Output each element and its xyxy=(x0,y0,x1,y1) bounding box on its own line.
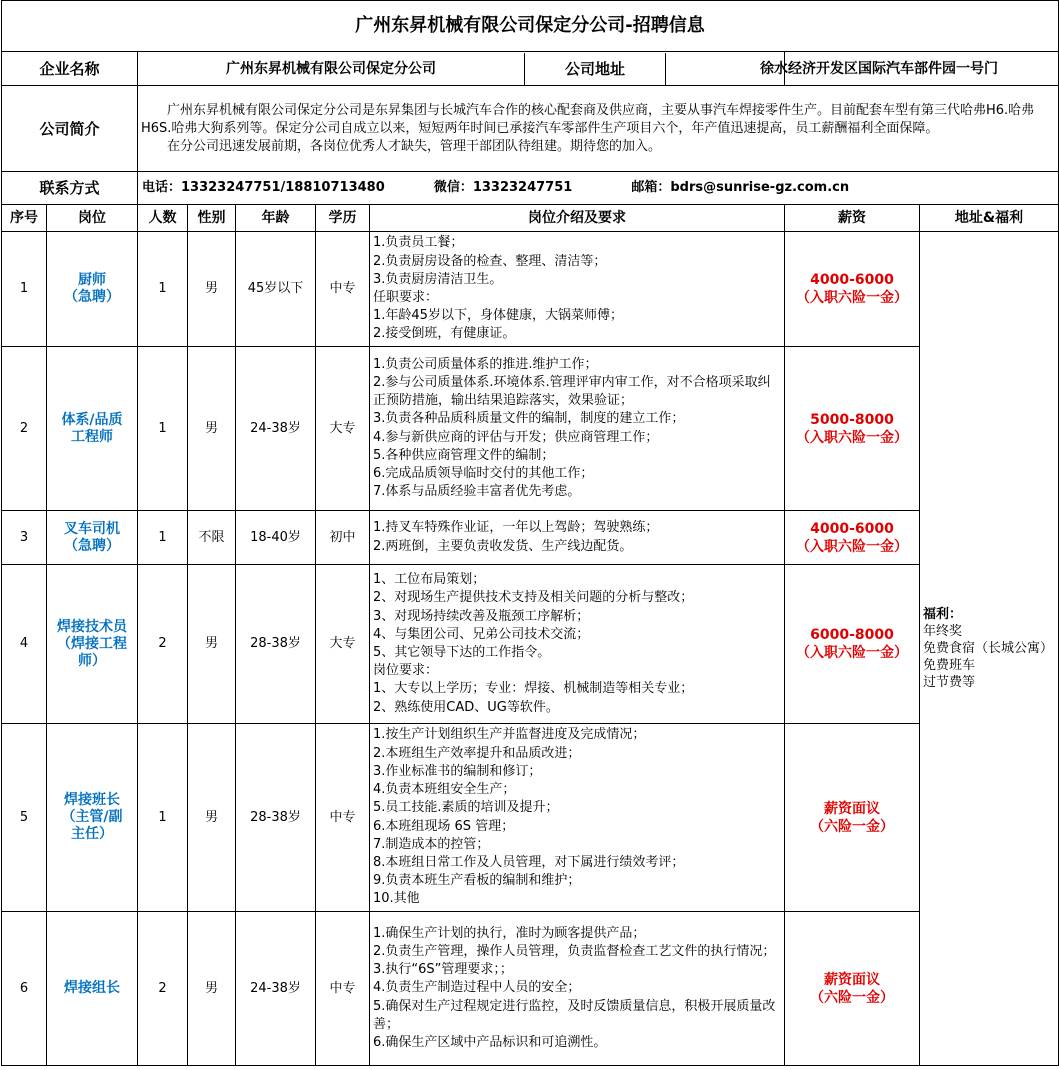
header-benefits: 地址&福利 xyxy=(920,205,1059,232)
job-age: 28-38岁 xyxy=(236,565,316,724)
table-row xyxy=(2,232,1059,347)
job-edu: 初中 xyxy=(316,511,370,565)
job-position-line: （焊接工程 xyxy=(57,635,127,652)
job-position-line: （急聘） xyxy=(64,289,120,305)
job-position xyxy=(47,912,138,1066)
benefit-item: 过节费等 xyxy=(923,675,976,690)
job-age: 24-38岁 xyxy=(236,912,316,1066)
intro-paragraph-1: 广州东昇机械有限公司保定分公司是东昇集团与长城汽车合作的核心配套商及供应商，主要从事汽车焊接零件生产。目前配套车型有第三代哈弗H6.哈弗H6S.哈弗大狗系列等。保定分公司自成立以来，短短两年时间已承接汽车零部件生产项目六个，年产值迅速提高，员工薪酬福利全面保障。 xyxy=(141,102,1035,136)
job-desc-line: 1.确保生产计划的执行，准时为顾客提供产品； xyxy=(373,925,646,941)
job-position-line: 工程师 xyxy=(71,428,113,445)
benefit-item: 免费班车 xyxy=(923,658,976,673)
job-desc-line: 9.负责本班生产看板的编制和维护； xyxy=(373,873,581,889)
intro-label: 公司简介 xyxy=(2,86,138,172)
table-row xyxy=(2,347,1059,511)
job-salary-note: （入职六险一金） xyxy=(796,429,908,446)
job-age: 24-38岁 xyxy=(236,347,316,511)
job-desc-line: 1.年龄45岁以下，身体健康，大锅菜师傅； xyxy=(373,308,623,324)
job-salary xyxy=(785,232,920,347)
job-desc-line: 7.体系与品质经验丰富者优先考虑。 xyxy=(373,484,581,500)
header-salary: 薪资 xyxy=(785,205,920,232)
job-desc-line: 6.完成品质领导临时交付的其他工作； xyxy=(373,465,594,481)
job-count: 1 xyxy=(138,724,188,912)
job-desc-line: 1.负责员工餐； xyxy=(373,235,464,251)
header-gender: 性别 xyxy=(188,205,236,232)
job-no: 6 xyxy=(2,912,47,1066)
job-position-line: 焊接组长 xyxy=(64,980,120,996)
job-no: 1 xyxy=(2,232,47,347)
contact-info xyxy=(138,172,1059,205)
job-gender: 男 xyxy=(188,347,236,511)
job-position-line: 厨师 xyxy=(78,272,106,288)
job-gender: 男 xyxy=(188,232,236,347)
job-position-line: （急聘） xyxy=(64,537,120,554)
job-edu: 中专 xyxy=(316,912,370,1066)
company-name xyxy=(138,52,785,86)
job-desc-line: 6.确保生产区域中产品标识和可追溯性。 xyxy=(373,1035,607,1050)
job-edu: 大专 xyxy=(316,347,370,511)
job-age: 18-40岁 xyxy=(236,511,316,565)
job-salary-range: 薪资面议 xyxy=(824,971,880,988)
job-position xyxy=(47,511,138,565)
company-address: 徐水经济开发区国际汽车部件园一号门 xyxy=(760,61,999,77)
job-count: 1 xyxy=(138,232,188,347)
job-desc-line: 3.作业标准书的编制和修订； xyxy=(373,763,542,779)
job-desc xyxy=(370,511,785,565)
table-row xyxy=(2,724,1059,912)
job-salary-range: 6000-8000 xyxy=(810,627,894,643)
contact-label: 联系方式 xyxy=(2,172,138,205)
job-position-line: 师） xyxy=(78,652,106,669)
job-desc-line: 4、与集团公司、兄弟公司技术交流； xyxy=(373,626,590,642)
contact-wechat: 微信：13323247751 xyxy=(433,180,573,195)
job-salary-note: （入职六险一金） xyxy=(796,290,908,306)
job-salary-range: 薪资面议 xyxy=(824,800,880,817)
job-no: 2 xyxy=(2,347,47,511)
job-desc xyxy=(370,347,785,511)
job-desc-line: 2.负责厨房设备的检查、整理、清洁等； xyxy=(373,253,607,269)
job-desc-line: 5.员工技能.素质的培训及提升； xyxy=(373,800,559,816)
job-count: 2 xyxy=(138,912,188,1066)
job-salary xyxy=(785,511,920,565)
job-desc-line: 2.两班倒，主要负责收发货、生产线边配货。 xyxy=(373,538,633,554)
job-position-line: 叉车司机 xyxy=(64,520,120,537)
job-desc xyxy=(370,232,785,347)
header-age: 年龄 xyxy=(236,205,316,232)
job-position-line: （主管/副 xyxy=(61,809,123,825)
job-salary-note: （入职六险一金） xyxy=(796,645,908,661)
company-intro xyxy=(138,86,1059,172)
job-count: 1 xyxy=(138,511,188,565)
job-desc-line: 4.负责本班组安全生产； xyxy=(373,782,516,798)
job-desc-line: 2.接受倒班，有健康证。 xyxy=(373,326,516,342)
job-desc xyxy=(370,912,785,1066)
job-gender: 男 xyxy=(188,565,236,724)
job-desc-line: 6.本班组现场 6S 管理； xyxy=(373,818,515,834)
job-edu: 中专 xyxy=(316,232,370,347)
header-position: 岗位 xyxy=(47,205,138,232)
job-position xyxy=(47,232,138,347)
job-desc-line: 4.负责生产制造过程中人员的安全； xyxy=(373,980,581,996)
contact-phone: 电话：13323247751/18810713480 xyxy=(142,180,385,195)
job-gender: 不限 xyxy=(188,511,236,565)
job-desc-line: 10.其他 xyxy=(373,891,420,907)
job-position-line: 体系/品质 xyxy=(61,411,123,428)
job-desc-line: 3.负责各种品质科质量文件的编制，制度的建立工作； xyxy=(373,411,685,427)
job-desc-line: 2.本班组生产效率提升和品质改进； xyxy=(373,745,581,761)
job-position-line: 主任） xyxy=(71,826,113,842)
intro-paragraph-2: 在分公司迅速发展前期，各岗位优秀人才缺失，管理干部团队待组建。期待您的加入。 xyxy=(167,138,662,154)
job-no: 5 xyxy=(2,724,47,912)
job-no: 4 xyxy=(2,565,47,724)
job-salary xyxy=(785,565,920,724)
job-age: 45岁以下 xyxy=(236,232,316,347)
job-gender: 男 xyxy=(188,724,236,912)
job-position-line: 焊接技术员 xyxy=(57,618,127,635)
job-salary xyxy=(785,912,920,1066)
table-row xyxy=(2,511,1059,565)
header-edu: 学历 xyxy=(316,205,370,232)
job-salary-note: （六险一金） xyxy=(810,818,894,835)
job-position xyxy=(47,565,138,724)
job-position-line: 焊接班长 xyxy=(64,792,120,808)
job-desc-line: 岗位要求： xyxy=(373,663,439,679)
job-edu: 大专 xyxy=(316,565,370,724)
job-count: 1 xyxy=(138,347,188,511)
benefits-title: 福利： xyxy=(923,607,963,622)
job-age: 28-38岁 xyxy=(236,724,316,912)
header-count: 人数 xyxy=(138,205,188,232)
job-desc-line: 4.参与新供应商的评估与开发；供应商管理工作； xyxy=(373,429,659,445)
job-desc-line: 2、对现场生产提供技术支持及相关问题的分析与整改； xyxy=(373,590,694,606)
job-desc-line: 任职要求： xyxy=(373,290,439,305)
job-no: 3 xyxy=(2,511,47,565)
company-address-cell xyxy=(760,52,1059,86)
header-no: 序号 xyxy=(2,205,47,232)
page-title: 广州东昇机械有限公司保定分公司-招聘信息 xyxy=(2,1,1059,52)
table-row xyxy=(2,912,1059,1066)
job-salary xyxy=(785,347,920,511)
job-desc-line: 3、对现场持续改善及瓶颈工序解析； xyxy=(373,608,590,624)
job-desc-line: 2、熟练使用CAD、UG等软件。 xyxy=(373,699,559,715)
recruitment-table xyxy=(1,0,1059,1066)
header-desc: 岗位介绍及要求 xyxy=(370,205,785,232)
job-desc-line: 1.按生产计划组织生产并监督进度及完成情况； xyxy=(373,727,646,743)
job-desc-line: 1、工位布局策划； xyxy=(373,572,486,588)
company-address-label: 公司地址 xyxy=(524,53,666,85)
job-desc-line: 8.本班组日常工作及人员管理，对下属进行绩效考评； xyxy=(373,854,685,870)
benefit-item: 免费食宿（长城公寓） xyxy=(923,641,1054,656)
job-position xyxy=(47,724,138,912)
job-desc-line: 3.负责厨房清洁卫生。 xyxy=(373,271,503,287)
job-desc-line: 7.制造成本的控管； xyxy=(373,836,490,852)
job-desc-line: 5.确保对生产过程规定进行监控，及时反馈质量信息，积极开展质量改善； xyxy=(373,998,776,1032)
job-desc-line: 2.负责生产管理，操作人员管理，负责监督检查工艺文件的执行情况； xyxy=(373,943,776,959)
job-salary-note: （六险一金） xyxy=(810,989,894,1006)
job-desc-line: 3.执行“6S”管理要求；； xyxy=(373,962,513,978)
company-name-label: 企业名称 xyxy=(2,52,138,86)
job-desc xyxy=(370,565,785,724)
job-salary xyxy=(785,724,920,912)
contact-email: 邮箱：bdrs@sunrise-gz.com.cn xyxy=(631,180,850,195)
job-count: 2 xyxy=(138,565,188,724)
job-edu: 中专 xyxy=(316,724,370,912)
job-desc-line: 5.各种供应商管理文件的编制； xyxy=(373,447,555,463)
company-name-value: 广州东昇机械有限公司保定分公司 xyxy=(226,60,436,77)
job-salary-range: 4000-6000 xyxy=(810,272,894,288)
job-salary-note: （入职六险一金） xyxy=(796,538,908,555)
job-desc xyxy=(370,724,785,912)
job-desc-line: 1.负责公司质量体系的推进.维护工作； xyxy=(373,356,598,372)
job-desc-line: 5、其它领导下达的工作指令。 xyxy=(373,645,551,660)
job-gender: 男 xyxy=(188,912,236,1066)
table-row xyxy=(2,565,1059,724)
job-salary-range: 5000-8000 xyxy=(810,411,894,428)
job-position xyxy=(47,347,138,511)
job-desc-line: 2.参与公司质量体系.环境体系.管理评审内审工作，对不合格项采取纠正预防措施，输出结果追踪落实，效果验证； xyxy=(373,374,771,409)
job-salary-range: 4000-6000 xyxy=(810,520,894,537)
benefit-item: 年终奖 xyxy=(923,624,963,639)
job-desc-line: 1、大专以上学历；专业：焊接、机械制造等相关专业； xyxy=(373,681,694,697)
benefits-cell xyxy=(920,232,1059,1066)
job-desc-line: 1.持叉车特殊作业证，一年以上驾龄；驾驶熟练； xyxy=(373,520,659,536)
